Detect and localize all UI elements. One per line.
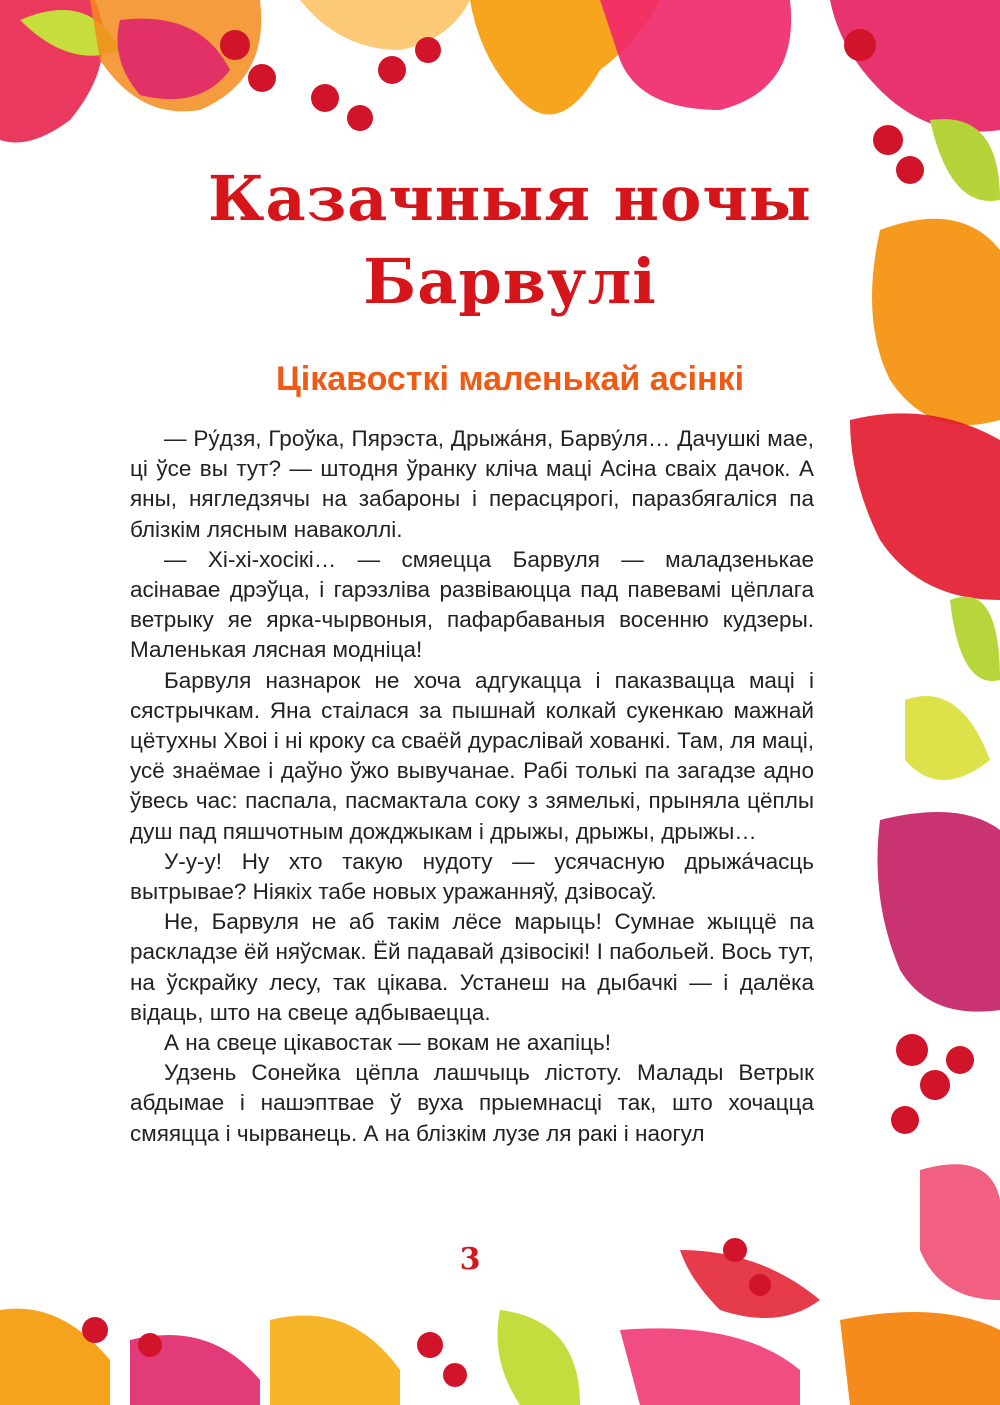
chapter-subtitle: Цікавосткі маленькай асінкі: [275, 360, 745, 398]
page-title-line-2: Барвулі: [363, 245, 657, 318]
paragraph: А на свеце цікавостак — вокам не ахапіць!: [164, 1030, 611, 1056]
paragraph: Барвуля назнарок не хоча адгукацца і паказвацца маці і сястрычкам. Яна стаілася за пышнай колкай сукенкаю мажнай цётухны Хвоі і ні кроку са сваёй дураслівай хованкі. Там, ля маці, усё знаёмае і даўно ўжо вывучанае. Рабі толькі па загадзе адно ўвесь час: паспала, пасмактала соку з зямелькі, прыняла цёплы душ пад пяшчотным дожджыкам і дрыжы, дрыжы, дрыжы…: [130, 667, 814, 844]
page-number: 3: [459, 1242, 481, 1277]
paragraph: У-у-у! Ну хто такую нудоту — усячасную дрыжа́часць вытрывае? Ніякіх табе новых уражанняў, дзівосаў.: [130, 848, 814, 905]
paragraph: Не, Барвуля не аб такім лёсе марыць! Сумнае жыццё па раскладзе ёй няўсмак. Ёй падавай дзівосікі! І пабольей. Вось тут, на ўскрайку лесу, так цікава. Устанеш на дыбачкі — і далёка відаць, што на свеце адбываецца.: [130, 909, 814, 1025]
paragraph: — Ру́дзя, Гроўка, Пярэста, Дрыжа́ня, Барву́ля… Дачушкі мае, ці ўсе вы тут? — штодня ўранку кліча маці Асіна сваіх дачок. А яны, нягледзячы на забароны і перасцярогі, паразбягаліся па блізкім лясным наваколлі.: [130, 426, 814, 542]
page-title-line-1: Казачныя ночы: [208, 162, 812, 235]
paragraph: Удзень Сонейка цёпла лашчыць лістоту. Малады Ветрык абдымае і нашэптвае ў вуха прыемнасці так, што хочацца смяяцца і чырванець. А на блізкім лузе ля ракі і наогул: [130, 1060, 814, 1146]
paragraph: — Хі-хі-хосікі… — смяецца Барвуля — маладзенькае асінавае дрэўца, і гарэзліва развіваюцца пад павевамі цёплага ветрыку яе ярка-чырвоныя, пафарбаваныя восенню кудзеры. Маленькая лясная модніца!: [130, 546, 814, 663]
story-text: [130, 424, 814, 1149]
